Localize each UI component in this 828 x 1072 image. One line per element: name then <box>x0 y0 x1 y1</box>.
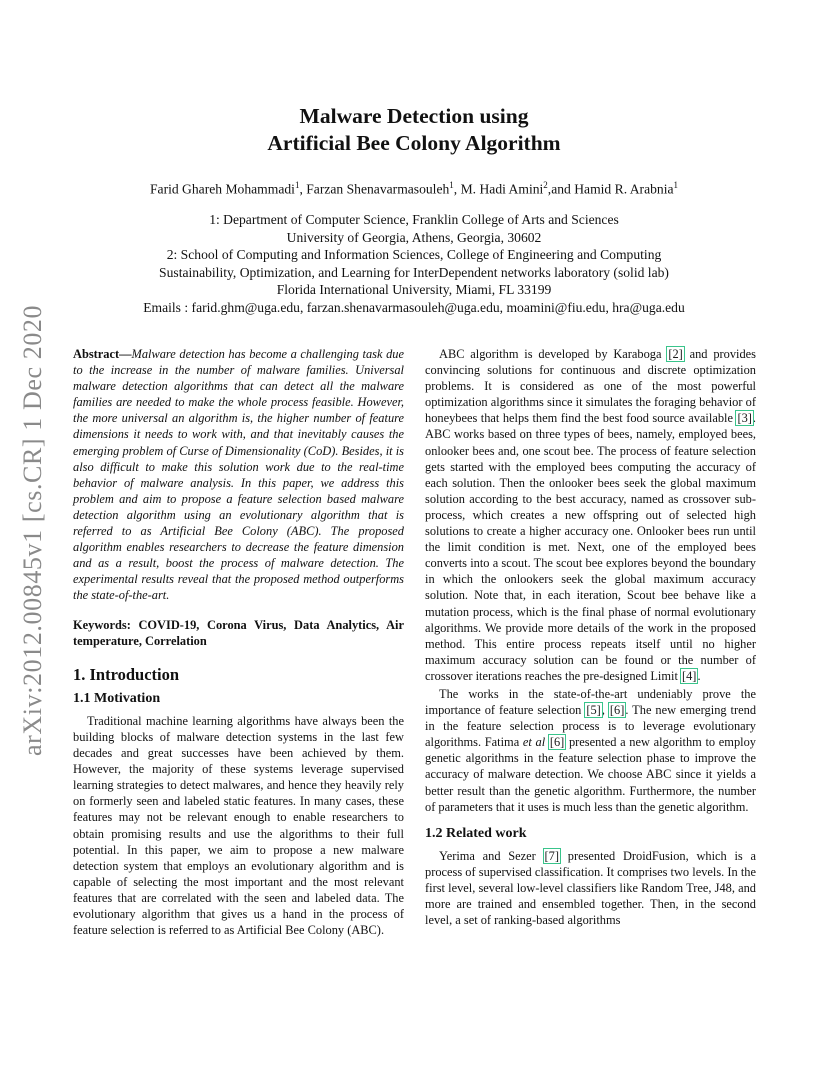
text-run: ABC algorithm is developed by Karaboga <box>439 347 668 361</box>
text-run: presented a new algorithm to employ genetic algorithms in the feature selection phase to improve the accuracy of malware detection. We choose ABC since it yields a better result than the genetic algorithm. Furthermore, the number of parameters that it uses is much less than the genetic algorithm. <box>425 735 756 814</box>
citation-link[interactable]: [2] <box>668 347 683 361</box>
text-run: The works in the state-of-the-art undeniably prove the importance of feature selection <box>425 686 756 718</box>
left-column <box>73 346 404 938</box>
citation-link[interactable]: [6] <box>609 703 625 718</box>
affiliation-line: Sustainability, Optimization, and Learning for InterDependent networks laboratory (solid lab) <box>159 264 669 280</box>
abc-paragraph <box>425 346 756 684</box>
title-line-2: Artificial Bee Colony Algorithm <box>267 131 561 155</box>
et-al: et al <box>522 735 546 750</box>
related-work-paragraph <box>425 848 756 928</box>
author-name: Farid Ghareh Mohammadi <box>149 181 295 197</box>
citation-link[interactable]: [7] <box>544 848 559 863</box>
author-affiliation-mark: 1 <box>449 180 454 190</box>
paper-title <box>0 103 828 157</box>
keywords: Keywords: COVID-19, Corona Virus, Data Analytics, Air temperature, Correlation <box>73 617 404 648</box>
author-name: M. Hadi Amini <box>460 181 544 197</box>
text-run: , <box>601 703 609 718</box>
text-run: . <box>697 668 701 683</box>
author-affiliation-mark: 2 <box>543 180 548 190</box>
abstract-label: Abstract— <box>73 347 132 361</box>
text-run: and provides convincing solutions for continuous and discrete optimization problems. It is considered as one of the most powerful optimization algorithms since it simulates the foraging behavior of honeybees that helps them find the best food source available <box>425 347 756 426</box>
abstract <box>73 346 404 604</box>
citation-link[interactable]: [5] <box>586 703 601 718</box>
subsection-heading-motivation: 1.1 Motivation <box>73 690 161 706</box>
author-affiliation-mark: 1 <box>673 180 679 190</box>
text-run: Yerima and Sezer <box>439 848 544 863</box>
author-affiliation-mark: 1 <box>294 180 300 190</box>
author-list <box>0 180 828 198</box>
emails-line: Emails : farid.ghm@uga.edu, farzan.shenavarmasouleh@uga.edu, moamini@fiu.edu, hra@uga.edu <box>143 299 685 315</box>
affiliation-line: 2: School of Computing and Information Sciences, College of Engineering and Computing <box>166 247 662 263</box>
author-separator: , <box>453 181 461 197</box>
title-line-1: Malware Detection using <box>299 104 529 128</box>
author-separator: ,and <box>547 181 575 197</box>
subsection-heading-related-work: 1.2 Related work <box>425 825 527 841</box>
state-of-art-paragraph <box>425 686 756 815</box>
right-column <box>425 346 756 928</box>
author-name: Hamid R. Arabnia <box>574 181 674 197</box>
author-name: Farzan Shenavarmasouleh <box>306 181 450 197</box>
citation-link[interactable]: [6] <box>549 735 565 750</box>
section-heading-introduction: 1. Introduction <box>73 664 180 684</box>
text-run: . ABC works based on three types of bees, namely, employed bees, onlooker bees and, one scout bee. The process of feature selection gets started with the employed bees computing the accuracy of each solution. Then the onlooker bees seek the global maximum solution according to the best accuracy, named as crossover sub-process, which creates a new offspring out of selected high solutions to create a higher accuracy one. Onlooker bees run until the limit condition is met. Next, one of the employed bees converts into a scout. The scout bee explores beyond the boundary in which the onlookers seek the global maximum accuracy solution. Note that, in each iteration, Scout bee behave like a mutation process, which is the final phase of normal evolutionary algorithms. We provide more details of the work in the proposed method. This entire process repeats itself until no higher maximum accuracy solution can be found or the number of crossover iterations reaches the pre-designed Limit <box>425 411 756 683</box>
motivation-paragraph: Traditional machine learning algorithms have always been the building blocks of malware detection systems in the last few decades and great successes have been achieved by them. However, the majority of these systems leverage supervised learning strategies to detect malwares, and hence they heavily rely on formerly seen and labeled static features. In many cases, these features may not be relevant enough to enable researchers to obtain promising results and use the algorithms to their full potential. In this paper, we aim to propose a new malware detection system that employs an evolutionary algorithm and is capable of selecting the most important and the most relevant features that are correlated with the seen and labeled data. The evolutionary algorithm that gives us a hand in the process of feature selection is referred to as Artificial Bee Colony (ABC). <box>73 713 404 938</box>
citation-link[interactable]: [3] <box>737 411 752 426</box>
text-run: presented DroidFusion, which is a process of supervised classification. It comprises two levels. In the first level, several low-level classifiers like Random Tree, J48, and more are trained and ensembled together. Then, in the second level, a set of ranking-based algorithms <box>425 848 756 928</box>
citation-link[interactable]: [4] <box>681 668 697 683</box>
text-run: . The new emerging trend in the feature selection process is to leverage evolutionary algorithms. Fatima <box>425 703 757 750</box>
abstract-text: Malware detection has become a challenging task due to the increase in the number of malware families. Universal malware detection algorithms that can detect all the malware families are needed to make the whole process feasible. However, the more universal an algorithm is, the higher number of feature dimensions it needs to work with, and that inevitably causes the emerging problem of Curse of Dimensionality (CoD). Besides, it is also difficult to make this solution work due to the real-time behavior of malware analysis. In this paper, we address this problem and aim to propose a feature selection based malware detection algorithm using an evolutionary algorithm that is referred to as Artificial Bee Colony (ABC). The proposed algorithm enables researchers to decrease the feature dimension and as a result, boost the process of malware detection. The experimental results reveal that the proposed method outperforms the state-of-the-art. <box>73 347 404 603</box>
affiliation-line: 1: Department of Computer Science, Franklin College of Arts and Sciences <box>209 212 619 227</box>
affiliation-line: Florida International University, Miami, FL 33199 <box>276 282 552 298</box>
arxiv-identifier: arXiv:2012.00845v1 [cs.CR] 1 Dec 2020 <box>18 304 47 756</box>
affiliation-line: University of Georgia, Athens, Georgia, 30602 <box>286 229 542 245</box>
author-separator: , <box>299 181 307 197</box>
affiliations <box>0 211 828 317</box>
